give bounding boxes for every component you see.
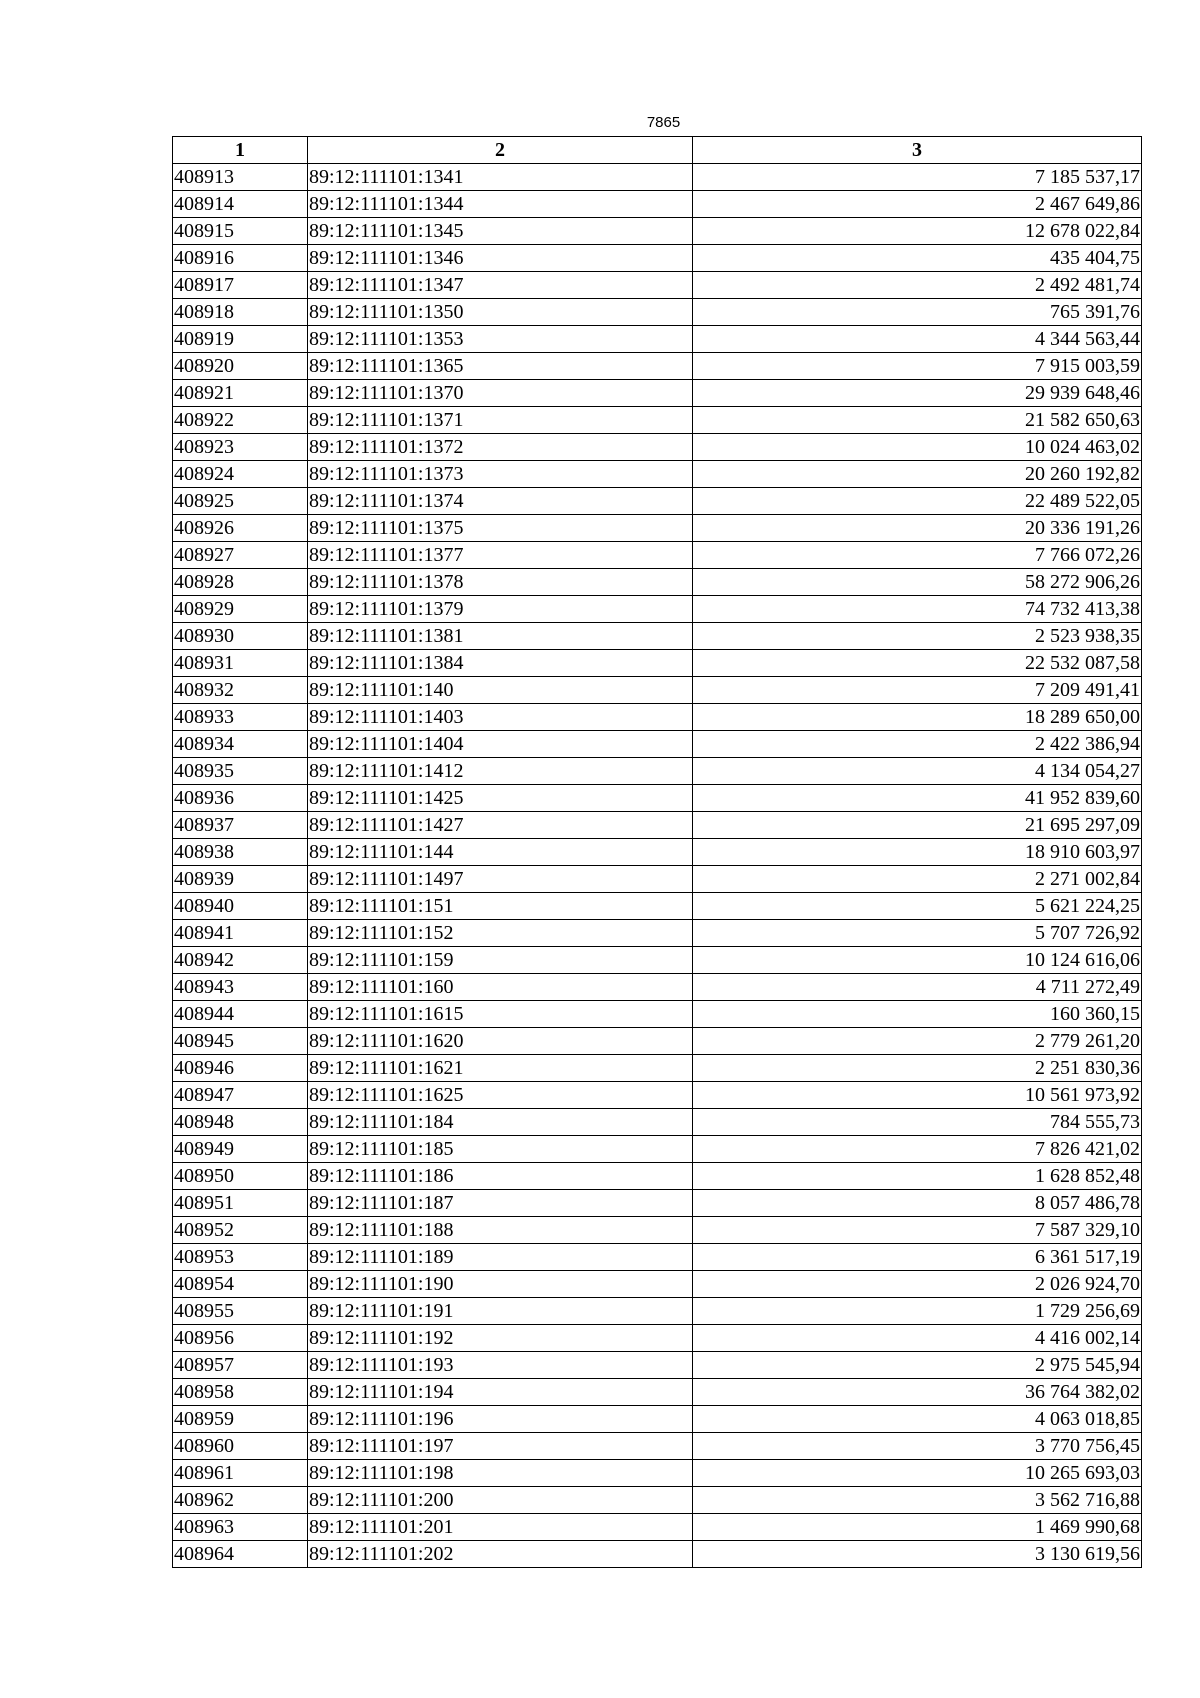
row-id-cell: 408962 bbox=[173, 1487, 308, 1514]
cadastral-number-cell: 89:12:111101:1377 bbox=[308, 542, 693, 569]
cadastral-number-cell: 89:12:111101:152 bbox=[308, 920, 693, 947]
cadastral-number-cell: 89:12:111101:187 bbox=[308, 1190, 693, 1217]
row-id-cell: 408934 bbox=[173, 731, 308, 758]
table-row bbox=[173, 1460, 1142, 1487]
table-row bbox=[173, 542, 1142, 569]
table-row bbox=[173, 866, 1142, 893]
table-row bbox=[173, 947, 1142, 974]
value-cell: 5 707 726,92 bbox=[693, 920, 1142, 947]
value-cell: 3 562 716,88 bbox=[693, 1487, 1142, 1514]
cadastral-number-cell: 89:12:111101:1346 bbox=[308, 245, 693, 272]
cadastral-number-cell: 89:12:111101:198 bbox=[308, 1460, 693, 1487]
value-cell: 1 729 256,69 bbox=[693, 1298, 1142, 1325]
row-id-cell: 408959 bbox=[173, 1406, 308, 1433]
row-id-cell: 408941 bbox=[173, 920, 308, 947]
row-id-cell: 408925 bbox=[173, 488, 308, 515]
row-id-cell: 408964 bbox=[173, 1541, 308, 1568]
row-id-cell: 408924 bbox=[173, 461, 308, 488]
value-cell: 7 209 491,41 bbox=[693, 677, 1142, 704]
cadastral-number-cell: 89:12:111101:1372 bbox=[308, 434, 693, 461]
table-row bbox=[173, 731, 1142, 758]
row-id-cell: 408953 bbox=[173, 1244, 308, 1271]
cadastral-number-cell: 89:12:111101:184 bbox=[308, 1109, 693, 1136]
row-id-cell: 408946 bbox=[173, 1055, 308, 1082]
cadastral-number-cell: 89:12:111101:1350 bbox=[308, 299, 693, 326]
table-row bbox=[173, 1028, 1142, 1055]
value-cell: 7 766 072,26 bbox=[693, 542, 1142, 569]
table-row bbox=[173, 1379, 1142, 1406]
table-row bbox=[173, 380, 1142, 407]
value-cell: 58 272 906,26 bbox=[693, 569, 1142, 596]
row-id-cell: 408929 bbox=[173, 596, 308, 623]
cadastral-number-cell: 89:12:111101:1344 bbox=[308, 191, 693, 218]
cadastral-number-cell: 89:12:111101:1341 bbox=[308, 164, 693, 191]
row-id-cell: 408918 bbox=[173, 299, 308, 326]
row-id-cell: 408932 bbox=[173, 677, 308, 704]
table-row bbox=[173, 596, 1142, 623]
cadastral-number-cell: 89:12:111101:1373 bbox=[308, 461, 693, 488]
cadastral-number-cell: 89:12:111101:1375 bbox=[308, 515, 693, 542]
row-id-cell: 408951 bbox=[173, 1190, 308, 1217]
row-id-cell: 408930 bbox=[173, 623, 308, 650]
row-id-cell: 408928 bbox=[173, 569, 308, 596]
row-id-cell: 408955 bbox=[173, 1298, 308, 1325]
value-cell: 5 621 224,25 bbox=[693, 893, 1142, 920]
table-row bbox=[173, 1352, 1142, 1379]
table-row bbox=[173, 407, 1142, 434]
table-row bbox=[173, 461, 1142, 488]
table-row bbox=[173, 1244, 1142, 1271]
row-id-cell: 408952 bbox=[173, 1217, 308, 1244]
table-row bbox=[173, 785, 1142, 812]
value-cell: 3 130 619,56 bbox=[693, 1541, 1142, 1568]
row-id-cell: 408961 bbox=[173, 1460, 308, 1487]
value-cell: 2 523 938,35 bbox=[693, 623, 1142, 650]
cadastral-number-cell: 89:12:111101:140 bbox=[308, 677, 693, 704]
value-cell: 4 063 018,85 bbox=[693, 1406, 1142, 1433]
table-row bbox=[173, 569, 1142, 596]
table-row bbox=[173, 1109, 1142, 1136]
cadastral-number-cell: 89:12:111101:1403 bbox=[308, 704, 693, 731]
cadastral-number-cell: 89:12:111101:144 bbox=[308, 839, 693, 866]
value-cell: 10 124 616,06 bbox=[693, 947, 1142, 974]
cadastral-number-cell: 89:12:111101:1497 bbox=[308, 866, 693, 893]
table-row bbox=[173, 218, 1142, 245]
value-cell: 20 336 191,26 bbox=[693, 515, 1142, 542]
cadastral-number-cell: 89:12:111101:1620 bbox=[308, 1028, 693, 1055]
row-id-cell: 408923 bbox=[173, 434, 308, 461]
column-header-2: 2 bbox=[308, 137, 693, 164]
value-cell: 41 952 839,60 bbox=[693, 785, 1142, 812]
cadastral-number-cell: 89:12:111101:1404 bbox=[308, 731, 693, 758]
row-id-cell: 408919 bbox=[173, 326, 308, 353]
cadastral-number-cell: 89:12:111101:1371 bbox=[308, 407, 693, 434]
value-cell: 4 134 054,27 bbox=[693, 758, 1142, 785]
cadastral-number-cell: 89:12:111101:1353 bbox=[308, 326, 693, 353]
row-id-cell: 408950 bbox=[173, 1163, 308, 1190]
table-row bbox=[173, 650, 1142, 677]
cadastral-number-cell: 89:12:111101:1365 bbox=[308, 353, 693, 380]
cadastral-number-cell: 89:12:111101:201 bbox=[308, 1514, 693, 1541]
value-cell: 3 770 756,45 bbox=[693, 1433, 1142, 1460]
table-row bbox=[173, 893, 1142, 920]
cadastral-number-cell: 89:12:111101:1384 bbox=[308, 650, 693, 677]
row-id-cell: 408936 bbox=[173, 785, 308, 812]
table-row bbox=[173, 677, 1142, 704]
value-cell: 8 057 486,78 bbox=[693, 1190, 1142, 1217]
table-row bbox=[173, 353, 1142, 380]
value-cell: 18 289 650,00 bbox=[693, 704, 1142, 731]
value-cell: 36 764 382,02 bbox=[693, 1379, 1142, 1406]
row-id-cell: 408958 bbox=[173, 1379, 308, 1406]
value-cell: 4 416 002,14 bbox=[693, 1325, 1142, 1352]
value-cell: 4 344 563,44 bbox=[693, 326, 1142, 353]
table-row bbox=[173, 812, 1142, 839]
table-row bbox=[173, 920, 1142, 947]
cadastral-number-cell: 89:12:111101:1381 bbox=[308, 623, 693, 650]
value-cell: 21 695 297,09 bbox=[693, 812, 1142, 839]
table-row bbox=[173, 1406, 1142, 1433]
table-row bbox=[173, 299, 1142, 326]
row-id-cell: 408942 bbox=[173, 947, 308, 974]
row-id-cell: 408948 bbox=[173, 1109, 308, 1136]
row-id-cell: 408927 bbox=[173, 542, 308, 569]
row-id-cell: 408926 bbox=[173, 515, 308, 542]
cadastral-number-cell: 89:12:111101:186 bbox=[308, 1163, 693, 1190]
row-id-cell: 408939 bbox=[173, 866, 308, 893]
row-id-cell: 408922 bbox=[173, 407, 308, 434]
value-cell: 784 555,73 bbox=[693, 1109, 1142, 1136]
row-id-cell: 408954 bbox=[173, 1271, 308, 1298]
cadastral-number-cell: 89:12:111101:1347 bbox=[308, 272, 693, 299]
cadastral-number-cell: 89:12:111101:188 bbox=[308, 1217, 693, 1244]
cadastral-number-cell: 89:12:111101:190 bbox=[308, 1271, 693, 1298]
table-row bbox=[173, 758, 1142, 785]
table-row bbox=[173, 1487, 1142, 1514]
table-row bbox=[173, 1163, 1142, 1190]
row-id-cell: 408917 bbox=[173, 272, 308, 299]
value-cell: 10 561 973,92 bbox=[693, 1082, 1142, 1109]
cadastral-number-cell: 89:12:111101:189 bbox=[308, 1244, 693, 1271]
value-cell: 2 975 545,94 bbox=[693, 1352, 1142, 1379]
page-number: 7865 bbox=[646, 114, 681, 131]
cadastral-number-cell: 89:12:111101:1378 bbox=[308, 569, 693, 596]
table-row bbox=[173, 1541, 1142, 1568]
cadastral-number-cell: 89:12:111101:159 bbox=[308, 947, 693, 974]
row-id-cell: 408913 bbox=[173, 164, 308, 191]
value-cell: 6 361 517,19 bbox=[693, 1244, 1142, 1271]
table-row bbox=[173, 1217, 1142, 1244]
value-cell: 10 265 693,03 bbox=[693, 1460, 1142, 1487]
value-cell: 2 026 924,70 bbox=[693, 1271, 1142, 1298]
table-row bbox=[173, 515, 1142, 542]
row-id-cell: 408937 bbox=[173, 812, 308, 839]
row-id-cell: 408940 bbox=[173, 893, 308, 920]
cadastral-number-cell: 89:12:111101:160 bbox=[308, 974, 693, 1001]
row-id-cell: 408921 bbox=[173, 380, 308, 407]
value-cell: 10 024 463,02 bbox=[693, 434, 1142, 461]
cadastral-number-cell: 89:12:111101:191 bbox=[308, 1298, 693, 1325]
row-id-cell: 408956 bbox=[173, 1325, 308, 1352]
row-id-cell: 408957 bbox=[173, 1352, 308, 1379]
cadastral-number-cell: 89:12:111101:1625 bbox=[308, 1082, 693, 1109]
value-cell: 29 939 648,46 bbox=[693, 380, 1142, 407]
table-row bbox=[173, 164, 1142, 191]
value-cell: 74 732 413,38 bbox=[693, 596, 1142, 623]
row-id-cell: 408933 bbox=[173, 704, 308, 731]
cadastral-number-cell: 89:12:111101:193 bbox=[308, 1352, 693, 1379]
cadastral-number-cell: 89:12:111101:1412 bbox=[308, 758, 693, 785]
value-cell: 7 185 537,17 bbox=[693, 164, 1142, 191]
value-cell: 22 489 522,05 bbox=[693, 488, 1142, 515]
value-cell: 2 492 481,74 bbox=[693, 272, 1142, 299]
value-cell: 2 422 386,94 bbox=[693, 731, 1142, 758]
cadastral-number-cell: 89:12:111101:151 bbox=[308, 893, 693, 920]
value-cell: 435 404,75 bbox=[693, 245, 1142, 272]
table-row bbox=[173, 974, 1142, 1001]
cadastral-number-cell: 89:12:111101:1425 bbox=[308, 785, 693, 812]
table-row bbox=[173, 1082, 1142, 1109]
value-cell: 7 587 329,10 bbox=[693, 1217, 1142, 1244]
table-row bbox=[173, 488, 1142, 515]
table-row bbox=[173, 1514, 1142, 1541]
column-header-3: 3 bbox=[693, 137, 1142, 164]
table-row bbox=[173, 245, 1142, 272]
table-row bbox=[173, 1325, 1142, 1352]
value-cell: 2 467 649,86 bbox=[693, 191, 1142, 218]
row-id-cell: 408914 bbox=[173, 191, 308, 218]
cadastral-number-cell: 89:12:111101:196 bbox=[308, 1406, 693, 1433]
data-table bbox=[172, 136, 1142, 1568]
cadastral-number-cell: 89:12:111101:202 bbox=[308, 1541, 693, 1568]
row-id-cell: 408931 bbox=[173, 650, 308, 677]
cadastral-number-cell: 89:12:111101:1621 bbox=[308, 1055, 693, 1082]
table-row bbox=[173, 326, 1142, 353]
table-row bbox=[173, 272, 1142, 299]
cadastral-number-cell: 89:12:111101:1370 bbox=[308, 380, 693, 407]
value-cell: 20 260 192,82 bbox=[693, 461, 1142, 488]
table-row bbox=[173, 623, 1142, 650]
table-row bbox=[173, 1190, 1142, 1217]
value-cell: 4 711 272,49 bbox=[693, 974, 1142, 1001]
cadastral-number-cell: 89:12:111101:1379 bbox=[308, 596, 693, 623]
table-row bbox=[173, 1001, 1142, 1028]
row-id-cell: 408943 bbox=[173, 974, 308, 1001]
row-id-cell: 408935 bbox=[173, 758, 308, 785]
row-id-cell: 408963 bbox=[173, 1514, 308, 1541]
table-row bbox=[173, 839, 1142, 866]
table-row bbox=[173, 1298, 1142, 1325]
value-cell: 1 628 852,48 bbox=[693, 1163, 1142, 1190]
table-row bbox=[173, 1136, 1142, 1163]
value-cell: 18 910 603,97 bbox=[693, 839, 1142, 866]
value-cell: 1 469 990,68 bbox=[693, 1514, 1142, 1541]
value-cell: 22 532 087,58 bbox=[693, 650, 1142, 677]
table-row bbox=[173, 191, 1142, 218]
cadastral-number-cell: 89:12:111101:1345 bbox=[308, 218, 693, 245]
value-cell: 7 915 003,59 bbox=[693, 353, 1142, 380]
cadastral-number-cell: 89:12:111101:197 bbox=[308, 1433, 693, 1460]
value-cell: 2 779 261,20 bbox=[693, 1028, 1142, 1055]
column-header-1: 1 bbox=[173, 137, 308, 164]
row-id-cell: 408945 bbox=[173, 1028, 308, 1055]
table-row bbox=[173, 704, 1142, 731]
table-header-row bbox=[173, 137, 1142, 164]
table-row bbox=[173, 1055, 1142, 1082]
cadastral-number-cell: 89:12:111101:194 bbox=[308, 1379, 693, 1406]
value-cell: 21 582 650,63 bbox=[693, 407, 1142, 434]
table-body bbox=[173, 164, 1142, 1568]
row-id-cell: 408920 bbox=[173, 353, 308, 380]
value-cell: 12 678 022,84 bbox=[693, 218, 1142, 245]
row-id-cell: 408949 bbox=[173, 1136, 308, 1163]
cadastral-number-cell: 89:12:111101:1374 bbox=[308, 488, 693, 515]
row-id-cell: 408960 bbox=[173, 1433, 308, 1460]
row-id-cell: 408938 bbox=[173, 839, 308, 866]
cadastral-number-cell: 89:12:111101:200 bbox=[308, 1487, 693, 1514]
row-id-cell: 408947 bbox=[173, 1082, 308, 1109]
cadastral-number-cell: 89:12:111101:185 bbox=[308, 1136, 693, 1163]
row-id-cell: 408915 bbox=[173, 218, 308, 245]
table-row bbox=[173, 1433, 1142, 1460]
value-cell: 2 271 002,84 bbox=[693, 866, 1142, 893]
value-cell: 160 360,15 bbox=[693, 1001, 1142, 1028]
value-cell: 765 391,76 bbox=[693, 299, 1142, 326]
cadastral-number-cell: 89:12:111101:1615 bbox=[308, 1001, 693, 1028]
table-row bbox=[173, 1271, 1142, 1298]
cadastral-number-cell: 89:12:111101:1427 bbox=[308, 812, 693, 839]
value-cell: 7 826 421,02 bbox=[693, 1136, 1142, 1163]
value-cell: 2 251 830,36 bbox=[693, 1055, 1142, 1082]
row-id-cell: 408944 bbox=[173, 1001, 308, 1028]
cadastral-number-cell: 89:12:111101:192 bbox=[308, 1325, 693, 1352]
table-row bbox=[173, 434, 1142, 461]
row-id-cell: 408916 bbox=[173, 245, 308, 272]
